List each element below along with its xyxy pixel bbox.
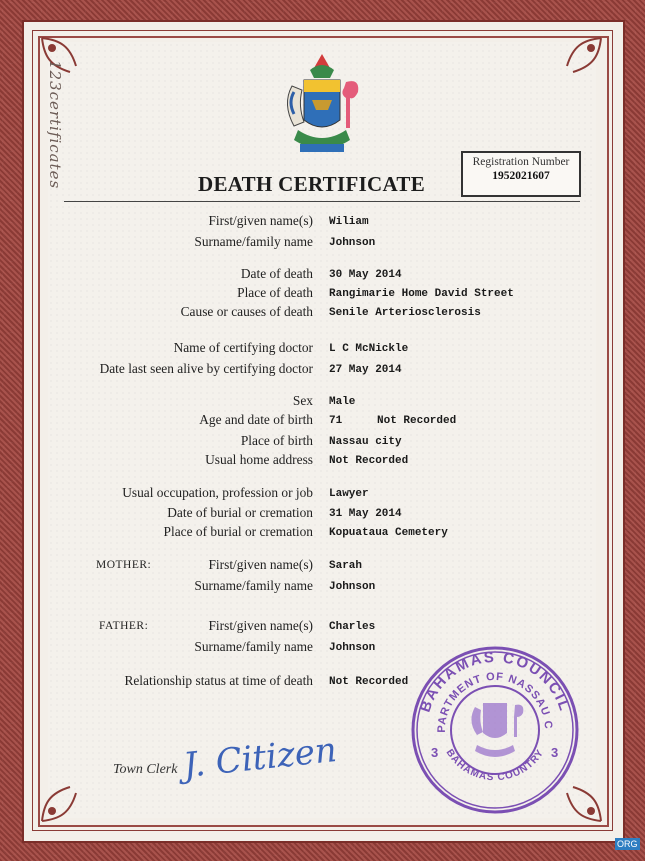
last-seen-label: Date last seen alive by certifying doctor [99,361,313,376]
father-heading: FATHER: [99,620,149,632]
sex-value: Male [329,396,356,408]
surname-label: Surname/family name [194,234,313,249]
mother-first-name-label: First/given name(s) [208,557,313,572]
official-stamp [405,645,585,815]
coat-of-arms-icon [274,52,370,162]
site-badge: ORG [617,839,638,849]
relationship-value: Not Recorded [329,676,409,688]
registration-number: 1952021607 [492,170,550,182]
place-of-death-value: Rangimarie Home David Street [329,288,514,300]
cause-of-death-label: Cause or causes of death [180,304,313,319]
birthplace-label: Place of birth [240,433,313,448]
corner-ornament-icon [40,783,80,823]
age-value: 71 [329,415,343,427]
stamp-number-right: 3 [551,745,559,760]
stamp-number-left: 3 [431,745,439,760]
stamp-outer-text: BAHAMAS COUNCIL [416,648,574,715]
home-address-value: Not Recorded [329,455,409,467]
first-name-label: First/given name(s) [208,213,313,228]
burial-place-value: Kopuataua Cemetery [329,527,448,539]
burial-place-label: Place of burial or cremation [163,524,313,539]
occupation-label: Usual occupation, profession or job [122,485,313,500]
mother-heading: MOTHER: [96,559,152,571]
last-seen-value: 27 May 2014 [329,364,402,376]
father-first-name-value: Charles [329,621,376,633]
burial-date-label: Date of burial or cremation [167,505,313,520]
town-clerk-label: Town Clerk [113,762,178,777]
title-divider [64,201,580,202]
sex-label: Sex [292,393,313,408]
age-dob-label: Age and date of birth [199,412,313,427]
registration-box [461,151,581,197]
home-address-label: Usual home address [205,452,313,467]
father-surname-value: Johnson [329,642,376,654]
date-of-death-value: 30 May 2014 [329,269,402,281]
birthplace-value: Nassau city [329,436,402,448]
occupation-value: Lawyer [329,488,369,500]
certifying-doctor-label: Name of certifying doctor [173,340,313,355]
registration-label: Registration Number [472,156,570,168]
date-of-death-label: Date of death [240,266,313,281]
dob-value: Not Recorded [377,415,457,427]
relationship-label: Relationship status at time of death [124,673,313,688]
mother-first-name-value: Sarah [329,560,363,572]
surname-value: Johnson [329,237,376,249]
place-of-death-label: Place of death [237,285,313,300]
stamp-inner-text: PARTMENT OF NASSAU C [435,670,555,733]
father-first-name-label: First/given name(s) [208,618,313,633]
father-surname-label: Surname/family name [194,639,313,654]
clerk-signature: J. Citizen [181,730,339,786]
cause-of-death-value: Senile Arteriosclerosis [329,307,481,319]
mother-surname-value: Johnson [329,581,376,593]
watermark-text: 123certificates [46,60,64,190]
mother-surname-label: Surname/family name [194,578,313,593]
first-name-value: Wiliam [329,216,369,228]
certifying-doctor-value: L C McNickle [329,343,409,355]
document-title: DEATH CERTIFICATE [198,172,426,196]
burial-date-value: 31 May 2014 [329,508,402,520]
corner-ornament-icon [563,36,603,76]
stamp-bottom-text: BAHAMAS COUNTRY [443,747,547,784]
